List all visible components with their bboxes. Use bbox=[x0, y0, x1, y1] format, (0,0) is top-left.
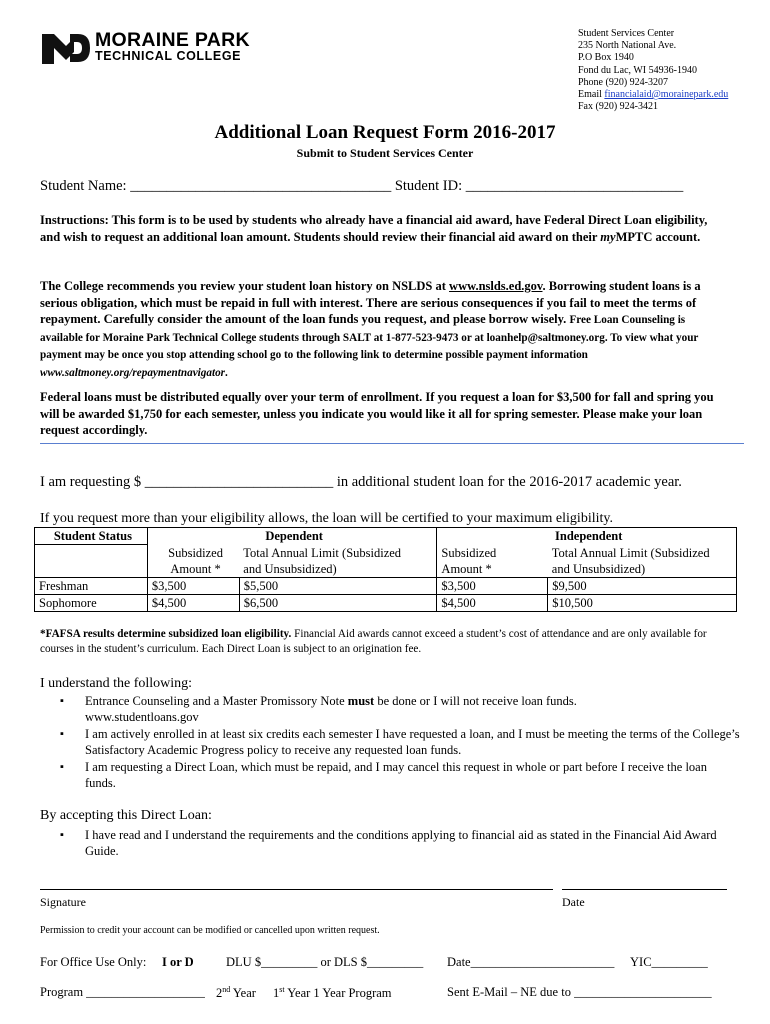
list-item: ▪ I have read and I understand the requirements and the conditions applying to financial aid as stated in the Financial Aid Award Guide. bbox=[40, 827, 740, 859]
item1-must: must bbox=[347, 694, 375, 708]
form-title: Additional Loan Request Form 2016-2017 bbox=[214, 122, 556, 143]
signature-line[interactable] bbox=[40, 889, 553, 890]
dep-sub-line1: Subsidized bbox=[168, 545, 223, 560]
second-year-option[interactable] bbox=[216, 985, 256, 1001]
office-label: For Office Use Only: bbox=[40, 955, 147, 969]
second-year-label: Year bbox=[230, 986, 256, 1001]
requesting-tail: in additional student loan for the 2016-2017 academic year. bbox=[333, 474, 682, 490]
table-row bbox=[35, 594, 737, 611]
item1-tail: be done or I will not receive loan funds. bbox=[374, 694, 577, 708]
student-name-label: Student Name: bbox=[40, 178, 131, 194]
student-name-field[interactable]: ____________________________________ bbox=[130, 178, 392, 194]
eligibility-note: If you request more than your eligibility allows, the loan will be certified to your maximum eligibility. bbox=[40, 511, 613, 526]
fafsa-bold: *FAFSA results determine subsidized loan eligibility. bbox=[40, 628, 292, 640]
logo-line-2: TECHNICAL COLLEGE bbox=[95, 49, 242, 63]
second-year-sup: nd bbox=[222, 985, 231, 994]
student-id-label: Student ID: bbox=[391, 178, 466, 194]
recommend-text-c: Free Loan Counseling is available for Moraine Park Technical College students through SALT at 1-877-523-9473 or at loanhelp@saltmoney.org. To view what your payment may be once you stop attending school go to the following link to determine possible payment information bbox=[40, 314, 699, 361]
row-dep-sub: $3,500 bbox=[147, 577, 239, 594]
college-logo-mark-icon bbox=[40, 30, 90, 70]
contact-block bbox=[578, 28, 728, 113]
dep-subsidized-header bbox=[147, 545, 239, 578]
contact-email-link[interactable]: financialaid@morainepark.edu bbox=[604, 89, 729, 101]
form-subtitle: Submit to Student Services Center bbox=[296, 146, 474, 160]
row-ind-total: $9,500 bbox=[548, 577, 737, 594]
recommend-paragraph bbox=[40, 278, 730, 381]
contact-email-row bbox=[578, 89, 728, 101]
ind-total-header bbox=[548, 545, 737, 578]
item1-text: Entrance Counseling and a Master Promissory Note bbox=[85, 694, 348, 708]
row-dep-sub: $4,500 bbox=[147, 594, 239, 611]
requesting-label: I am requesting $ bbox=[40, 474, 145, 490]
dep-sub-line2: Amount * bbox=[170, 561, 221, 576]
table-subheader-row bbox=[35, 545, 737, 578]
dep-total-header bbox=[239, 545, 437, 578]
recommend-text-d: . bbox=[225, 366, 228, 379]
office-yic[interactable]: YIC_________ bbox=[630, 955, 708, 969]
table-header-row bbox=[35, 528, 737, 545]
list-item bbox=[40, 693, 740, 725]
instructions-text: Instructions: This form is to be used by students who already have a financial aid award, have Federal Direct Loan eligibility, and wish to request an additional loan amount. Students should review their financial aid award on their bbox=[40, 213, 708, 244]
recommend-text-a: The College recommends you review your student loan history on NSLDS at bbox=[40, 279, 450, 293]
ind-sub-line2: Amount * bbox=[441, 561, 492, 576]
row-dep-total: $6,500 bbox=[239, 594, 437, 611]
instructions-tail: MPTC account. bbox=[615, 229, 701, 244]
office-date[interactable]: Date_______________________ bbox=[447, 955, 615, 969]
instructions-paragraph bbox=[40, 212, 730, 245]
contact-fax: Fax (920) 924-3421 bbox=[578, 101, 658, 113]
program-row bbox=[40, 985, 712, 1001]
sent-email-field[interactable]: Sent E-Mail – NE due to ______________________ bbox=[447, 985, 712, 999]
ind-sub-line1: Subsidized bbox=[441, 545, 497, 560]
saltmoney-link[interactable]: www.saltmoney.org/repaymentnavigator bbox=[40, 366, 226, 379]
row-dep-total: $5,500 bbox=[239, 577, 437, 594]
instructions-my: my bbox=[600, 229, 616, 244]
header-student-status: Student Status bbox=[35, 528, 148, 545]
recommend-text-b: . Borrowing student loans is a serious obligation, which must be repaid in full with interest. There are serious consequences if you fail to meet the terms of repayment. Carefully consider the amount of the loan funds you request, and please borrow wisely. bbox=[40, 279, 701, 326]
ind-total-line1: Total Annual Limit (Subsidized bbox=[551, 545, 710, 560]
row-status: Freshman bbox=[35, 577, 148, 594]
header-dependent: Dependent bbox=[147, 528, 437, 545]
student-id-field[interactable]: ______________________________ bbox=[465, 178, 684, 194]
contact-name: Student Services Center bbox=[578, 28, 675, 39]
office-i-or-d[interactable]: I or D bbox=[162, 955, 194, 969]
header-independent: Independent bbox=[437, 528, 737, 545]
fafsa-rest: Financial Aid awards cannot exceed a student’s cost of attendance and are only available for courses in the student’s curriculum. Each Direct Loan is subject to an origination fee. bbox=[40, 628, 707, 655]
permission-note: Permission to credit your account can be modified or cancelled upon written request. bbox=[40, 925, 380, 936]
row-status: Sophomore bbox=[35, 594, 148, 611]
federal-paragraph: Federal loans must be distributed equally over your term of enrollment. If you request a loan for $3,500 for fall and spring you will be awarded $1,750 for each semester, unless you indicate you would like it all for spring semester. Please make your loan request accordingly. bbox=[40, 390, 714, 437]
student-info-row bbox=[40, 178, 683, 195]
understand-heading: I understand the following: bbox=[40, 676, 193, 691]
date-label: Date bbox=[562, 895, 585, 909]
ind-subsidized-header bbox=[437, 545, 548, 578]
requesting-row bbox=[40, 474, 682, 491]
ind-total-line2: and Unsubsidized) bbox=[551, 561, 646, 576]
accepting-list bbox=[40, 827, 740, 860]
divider bbox=[40, 443, 744, 444]
row-ind-sub: $4,500 bbox=[437, 594, 548, 611]
accepting-heading: By accepting this Direct Loan: bbox=[40, 808, 212, 823]
contact-phone: Phone (920) 924-3207 bbox=[578, 76, 668, 88]
contact-city: Fond du Lac, WI 54936-1940 bbox=[578, 64, 697, 76]
requesting-amount-field[interactable]: __________________________ bbox=[144, 474, 334, 490]
row-ind-total: $10,500 bbox=[548, 594, 737, 611]
list-item: ▪ I am requesting a Direct Loan, which must be repaid, and I may cancel this request in whole or part before I receive the loan funds. bbox=[40, 759, 740, 791]
second-year-num: 2 bbox=[216, 986, 223, 1001]
contact-pobox: P.O Box 1940 bbox=[578, 52, 634, 64]
studentloans-url[interactable]: www.studentloans.gov bbox=[85, 710, 199, 724]
subheader-blank bbox=[35, 545, 148, 578]
dep-total-line2: and Unsubsidized) bbox=[243, 561, 337, 576]
signature-label: Signature bbox=[40, 895, 86, 909]
understand-list bbox=[40, 693, 740, 792]
date-line[interactable] bbox=[562, 889, 727, 890]
row-ind-sub: $3,500 bbox=[437, 577, 548, 594]
dep-total-line1: Total Annual Limit (Subsidized bbox=[243, 545, 402, 560]
program-field[interactable]: Program ___________________ bbox=[40, 985, 205, 999]
contact-street: 235 North National Ave. bbox=[578, 40, 677, 52]
contact-email-label: Email bbox=[578, 89, 605, 101]
first-year-option[interactable] bbox=[273, 985, 392, 1001]
office-use-row bbox=[40, 955, 708, 970]
logo-line-1: MORAINE PARK bbox=[95, 29, 250, 51]
office-dlu-dls[interactable]: DLU $_________ or DLS $_________ bbox=[226, 955, 424, 969]
table-row bbox=[35, 577, 737, 594]
list-item: ▪ I am actively enrolled in at least six credits each semester I have requested a loan, and I must be meeting the terms of the College’s Satisfactory Academic Progress policy to receive any requested loan funds. bbox=[40, 726, 740, 758]
fafsa-note bbox=[40, 627, 740, 657]
first-year-label: Year 1 Year Program bbox=[284, 986, 392, 1001]
nslds-link[interactable]: www.nslds.ed.gov bbox=[449, 279, 543, 293]
first-year-sup: st bbox=[279, 985, 285, 994]
first-year-num: 1 bbox=[273, 986, 280, 1001]
loan-limits-table bbox=[34, 527, 737, 612]
college-logo bbox=[40, 30, 260, 70]
